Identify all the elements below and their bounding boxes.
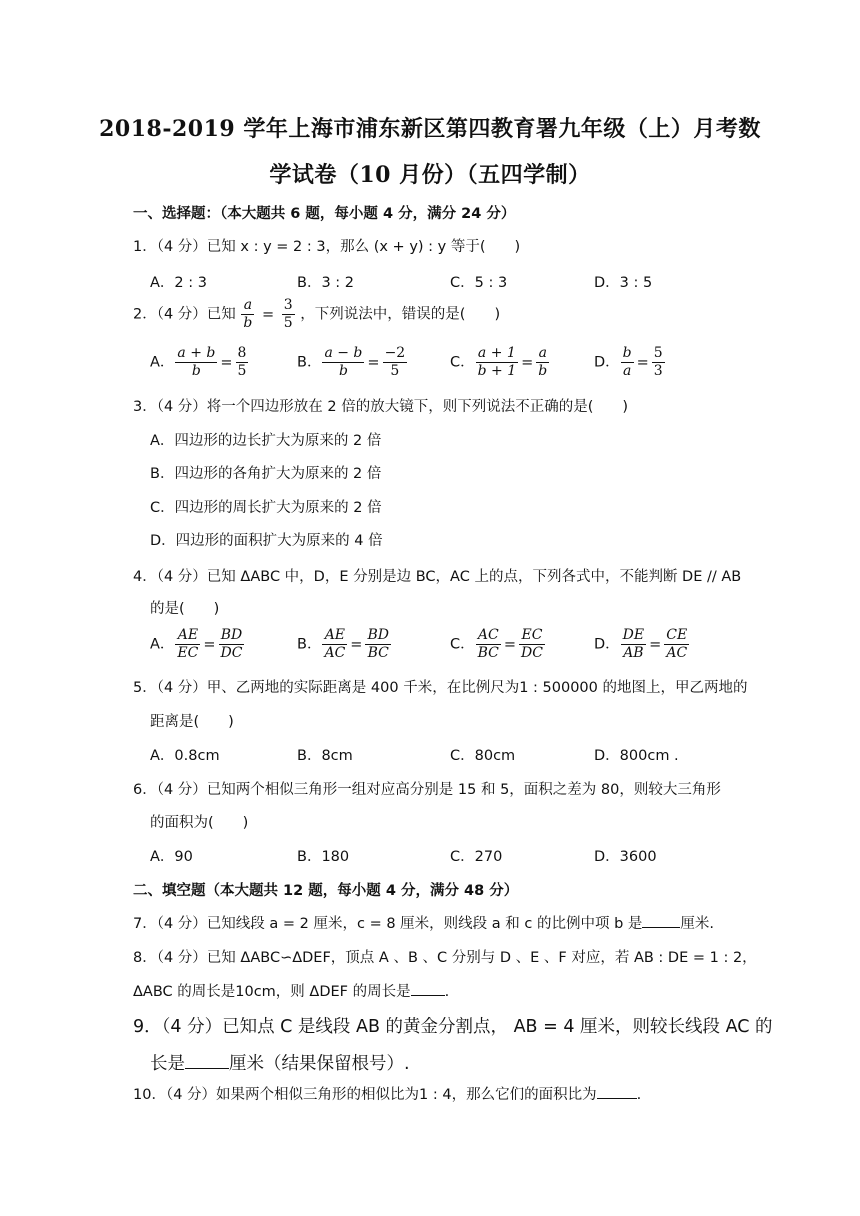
q5-option-a: A．0.8cm — [150, 748, 220, 764]
exam-title-line1: 2018-2019 学年上海市浦东新区第四教育署九年级（上）月考数 — [99, 116, 761, 142]
q5-option-d: D．800cm . — [594, 748, 679, 764]
q9-answer-blank — [185, 1054, 229, 1069]
q4-option-a: A． $\frac{AE}{EC}$ = $\frac{BD}{DC}$ — [150, 627, 243, 661]
q4-option-d: D． $\frac{DE}{AB}$ = $\frac{CE}{AC}$ — [594, 627, 688, 661]
q2-equals: = — [262, 306, 275, 323]
q1-option-a: A．2 : 3 — [150, 275, 207, 291]
question-1: 1．（4 分）已知 x : y = 2 : 3，那么 (x + y) : y 等于( ) — [133, 239, 521, 255]
q5-option-c: C．80cm — [450, 748, 516, 764]
question-3: 3．（4 分）将一个四边形放在 2 倍的放大镜下，则下列说法不正确的是( ) — [133, 399, 629, 415]
section-heading-choice: 一、选择题：（本大题共 6 题，每小题 4 分，满分 24 分） — [133, 206, 516, 222]
q3-option-c: C．四边形的周长扩大为原来的 2 倍 — [150, 500, 382, 516]
exam-title-line2: 学试卷（10 月份）（五四学制） — [269, 162, 591, 188]
q6-option-c: C．270 — [450, 849, 503, 865]
question-8-line1: 8．（4 分）已知 ΔABC∽ΔDEF，顶点 A 、B 、C 分别与 D 、E 、F 对应，若 AB : DE = 1 : 2， — [133, 950, 757, 966]
q6-option-b: B．180 — [297, 849, 350, 865]
question-4-line1: 4．（4 分）已知 ΔABC 中，D，E 分别是边 BC，AC 上的点，下列各式中，不能判断 DE // AB — [133, 569, 742, 585]
q7-answer-blank — [642, 915, 680, 928]
section-heading-fill-blank: 二、填空题（本大题共 12 题，每小题 4 分，满分 48 分） — [133, 883, 519, 899]
question-7: 7．（4 分）已知线段 a = 2 厘米，c = 8 厘米，则线段 a 和 c 的比例中项 b 是 厘米. — [133, 916, 715, 932]
q8-answer-blank — [411, 983, 445, 996]
q1-option-d: D．3 : 5 — [594, 275, 653, 291]
q1-option-c: C．5 : 3 — [450, 275, 508, 291]
question-6-line1: 6．（4 分）已知两个相似三角形一组对应高分别是 15 和 5，面积之差为 80，则较大三角形 — [133, 782, 721, 798]
q5-option-b: B．8cm — [297, 748, 353, 764]
question-8-line2: ΔABC 的周长是10cm，则 ΔDEF 的周长是 . — [133, 984, 450, 1000]
q2-option-b: B． $\frac{a - b}{b}$ = $\frac{-2}{5}$ — [297, 345, 406, 379]
q2-option-d: D． $\frac{b}{a}$ = $\frac{5}{3}$ — [594, 345, 663, 379]
q1-option-b: B．3 : 2 — [297, 275, 355, 291]
question-4-line2: 的是( ) — [150, 601, 220, 617]
q6-option-a: A．90 — [150, 849, 193, 865]
question-2 — [133, 297, 500, 332]
question-9-line1: 9．（4 分）已知点 C 是线段 AB 的黄金分割点， AB = 4 厘米，则较长线段 AC 的 — [133, 1017, 773, 1037]
q2-fraction-ab: $\frac{a}{b}$ — [243, 297, 253, 331]
q2-fraction-35: $\frac{3}{5}$ — [283, 297, 293, 331]
q10-answer-blank — [597, 1086, 637, 1099]
question-5-line1: 5．（4 分）甲、乙两地的实际距离是 400 千米，在比例尺为1 : 500000 的地图上，甲乙两地的 — [133, 680, 748, 696]
question-10: 10．（4 分）如果两个相似三角形的相似比为1 : 4，那么它们的面积比为 . — [133, 1087, 642, 1103]
q2-prefix: 2．（4 分）已知 — [133, 306, 236, 323]
q3-option-b: B．四边形的各角扩大为原来的 2 倍 — [150, 466, 382, 482]
q4-option-b: B． $\frac{AE}{AC}$ = $\frac{BD}{BC}$ — [297, 627, 389, 661]
question-6-line2: 的面积为( ) — [150, 815, 249, 831]
question-9-line2: 长是 厘米（结果保留根号）. — [150, 1054, 410, 1074]
q2-option-c: C． $\frac{a + 1}{b + 1}$ = $\frac{a}{b}$ — [450, 345, 548, 379]
q4-option-c: C． $\frac{AC}{BC}$ = $\frac{EC}{DC}$ — [450, 627, 543, 661]
q3-option-a: A．四边形的边长扩大为原来的 2 倍 — [150, 433, 382, 449]
q3-option-d: D．四边形的面积扩大为原来的 4 倍 — [150, 533, 383, 549]
question-5-line2: 距离是( ) — [150, 714, 234, 730]
q2-suffix: ，下列说法中，错误的是( ) — [300, 306, 501, 323]
q6-option-d: D．3600 — [594, 849, 657, 865]
q2-option-a: A． $\frac{a + b}{b}$ = $\frac{8}{5}$ — [150, 345, 247, 379]
